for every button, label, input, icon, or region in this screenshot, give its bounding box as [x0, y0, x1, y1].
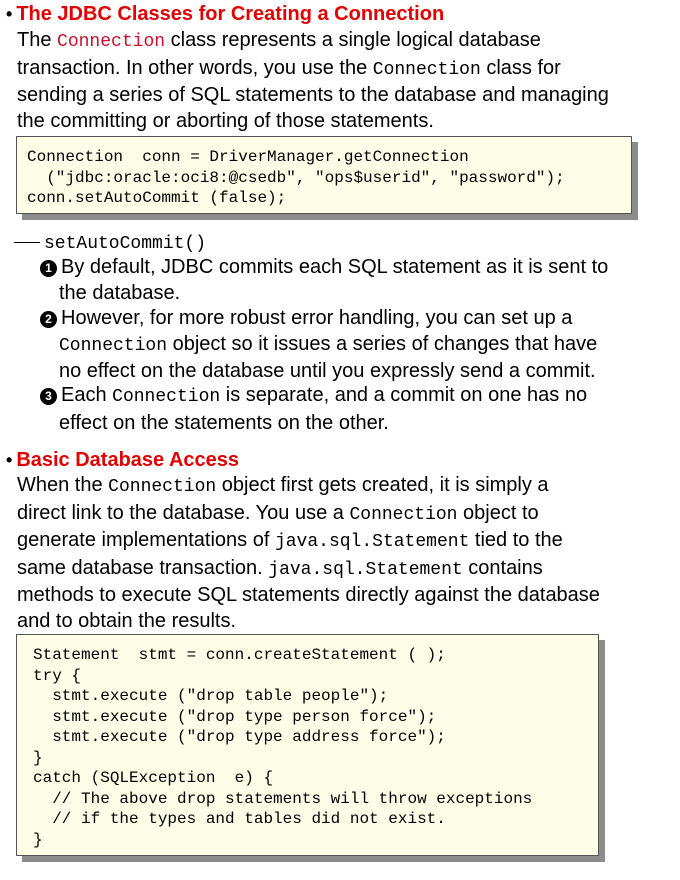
code-line: // if the types and tables did not exist.	[33, 810, 446, 828]
code-line: catch (SQLException e) {	[33, 769, 274, 787]
inline-code: Connection	[108, 477, 217, 497]
inline-code: Connection	[349, 504, 458, 525]
heading-text: Basic Database Access	[16, 449, 240, 471]
inline-code: Connection	[59, 335, 168, 356]
sub-item-label: setAutoCommit()	[44, 234, 207, 254]
bullet-icon: •	[6, 4, 13, 24]
code-line: stmt.execute ("drop type address force");	[33, 728, 446, 746]
code-line: conn.setAutoCommit (false);	[27, 189, 287, 207]
code-line: stmt.execute ("drop type person force");	[33, 707, 437, 726]
heading-text: The JDBC Classes for Creating a Connection	[16, 3, 445, 25]
connection-intro-paragraph: The Connection class represents a single logical database transaction. In other words, you use the Connection class for sending a series of SQL statements to the database and managing the committing or aborting of those statements.	[17, 29, 609, 132]
code-line: // The above drop statements will throw exceptions	[33, 789, 533, 808]
code-line: stmt.execute ("drop table people");	[33, 687, 389, 705]
number-1-icon: 1	[40, 260, 57, 277]
number-2-icon: 2	[40, 311, 57, 328]
numbered-item-3: 3 Each Connection is separate, and a commit on one has no effect on the statements on the other.	[40, 383, 680, 436]
bullet-icon: •	[6, 450, 13, 470]
code-line: Connection conn = DriverManager.getConnection	[27, 148, 469, 166]
numbered-item-2: 2 However, for more robust error handling, you can set up a Connection object so it issues a series of changes that have no effect on the database until you expressly send a commit.	[40, 306, 680, 385]
section-heading-basic-access	[6, 448, 239, 472]
code-line: }	[33, 830, 43, 849]
section-heading-jdbc-classes	[6, 2, 444, 26]
code-line: ("jdbc:oracle:oci8:@csedb", "ops$userid", "password");	[27, 168, 565, 187]
code-block-statement	[16, 634, 599, 856]
inline-code: java.sql.Statement	[274, 532, 470, 553]
code-block-connection	[16, 136, 632, 214]
code-line: try {	[33, 666, 82, 685]
dash-icon	[14, 242, 40, 243]
inline-code: Connection	[372, 59, 481, 80]
numbered-item-1: 1 By default, JDBC commits each SQL statement as it is sent to the database.	[40, 255, 680, 306]
inline-code: Connection	[57, 32, 166, 52]
number-3-icon: 3	[40, 388, 57, 405]
inline-code: Connection	[112, 387, 221, 407]
inline-code: java.sql.Statement	[268, 559, 463, 580]
sub-item-setautocommit	[14, 230, 206, 256]
code-line: }	[33, 748, 43, 767]
basic-access-paragraph: When the Connection object first gets created, it is simply a direct link to the database. You use a Connection object to generate implementations of java.sql.Statement tied to the same database transaction. java.sql.Statement contains methods to execute SQL statements directly against the database and to obtain the results.	[17, 474, 600, 632]
code-line: Statement stmt = conn.createStatement ( );	[33, 646, 446, 664]
